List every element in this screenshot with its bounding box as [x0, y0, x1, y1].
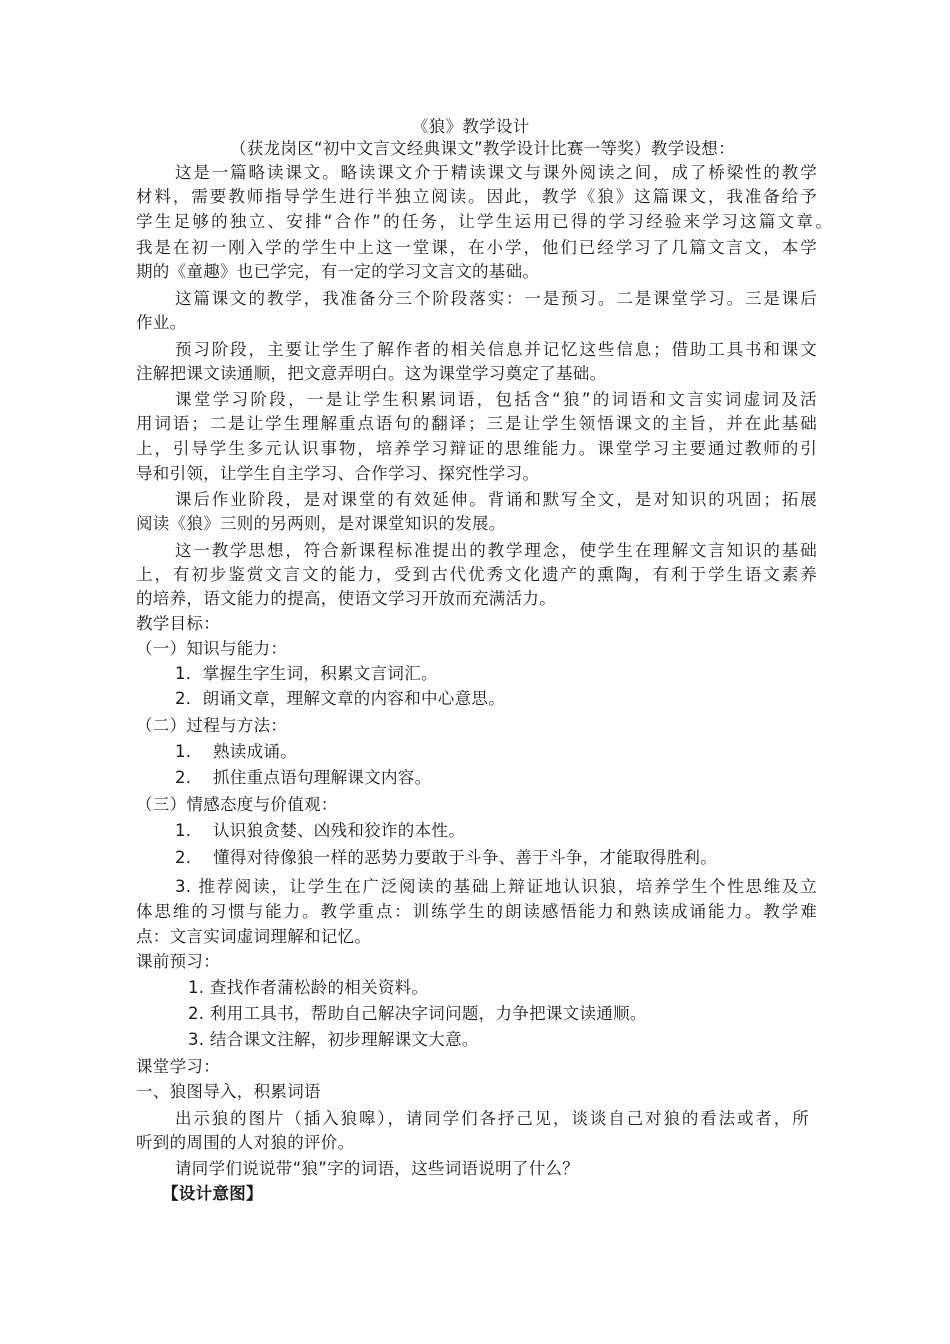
paragraph-line: 的培养，语文能力的提高，使语文学习开放而充满活力。	[136, 589, 556, 608]
list-item: 2. 利用工具书，帮助自己解决字词问题，力争把课文读通顺。	[188, 1004, 647, 1023]
paragraph-line: 学生足够的独立、安排“合作”的任务，让学生运用已得的学习经验来学习这篇文章。	[136, 212, 832, 231]
list-text: 懂得对待像狼一样的恶势力要敢于斗争、善于斗争，才能取得胜利。	[213, 848, 717, 867]
list-text: 认识狼贪婪、凶残和狡诈的本性。	[213, 821, 465, 840]
paragraph-line: 这一教学思想，符合新课程标准提出的教学理念，使学生在理解文言知识的基础	[175, 541, 817, 560]
design-intent-heading: 【设计意图】	[162, 1184, 263, 1203]
list-item	[175, 819, 465, 843]
paragraph-line: 体思维的习惯与能力。教学重点：训练学生的朗读感悟能力和熟读成诵能力。教学难	[136, 902, 817, 921]
subsection-heading: （三）情感态度与价值观：	[136, 795, 338, 814]
list-item: 2．朗诵文章，理解文章的内容和中心意思。	[175, 689, 505, 708]
paragraph-line: 点：文言实词虚词理解和记忆。	[136, 927, 372, 946]
paragraph-line: 导和引领，让学生自主学习、合作学习、探究性学习。	[136, 464, 540, 483]
paragraph-line: 3. 推荐阅读，让学生在广泛阅读的基础上辩证地认识狼，培养学生个性思维及立	[175, 877, 817, 896]
list-item: 1. 查找作者蒲松龄的相关资料。	[188, 978, 429, 997]
document-subtitle: （获龙岗区“初中文言文经典课文”教学设计比赛一等奖）教学设想：	[230, 139, 735, 158]
paragraph-line: 我是在初一刚入学的学生中上这一堂课，在小学，他们已经学习了几篇文言文，本学	[136, 238, 817, 257]
section-heading: 课前预习：	[136, 952, 220, 971]
paragraph-line: 注解把课文读通顺，把文意弄明白。这为课堂学习奠定了基础。	[136, 364, 607, 383]
paragraph-line: 这篇课文的教学，我准备分三个阶段落实：一是预习。二是课堂学习。三是课后	[175, 289, 817, 308]
paragraph-line: 上，引导学生多元认识事物，培养学习辩证的思维能力。课堂学习主要通过教师的引	[136, 439, 817, 458]
section-heading: 一、狼图导入，积累词语	[136, 1082, 321, 1101]
paragraph-line: 听到的周围的人对狼的评价。	[136, 1133, 355, 1152]
paragraph-line: 课后作业阶段，是对课堂的有效延伸。背诵和默写全文，是对知识的巩固；拓展	[175, 490, 817, 509]
paragraph-line: 这是一篇略读课文。略读课文介于精读课文与课外阅读之间，成了桥梁性的教学	[175, 163, 817, 182]
list-number: 2.	[175, 768, 192, 787]
list-item	[175, 766, 431, 790]
paragraph-line: 预习阶段，主要让学生了解作者的相关信息并记忆这些信息；借助工具书和课文	[175, 340, 817, 359]
subsection-heading: （一）知识与能力：	[136, 639, 288, 658]
list-item	[175, 740, 297, 764]
paragraph-line: 用词语；二是让学生理解重点语句的翻译；三是让学生领悟课文的主旨，并在此基础	[136, 414, 817, 433]
paragraph-line: 材料，需要教师指导学生进行半独立阅读。因此，教学《狼》这篇课文，我准备给予	[136, 187, 817, 206]
paragraph-line: 出示狼的图片（插入狼嗥），请同学们各抒己见，谈谈自己对狼的看法或者，所	[175, 1109, 809, 1128]
paragraph-line: 期的《童趣》也已学完，有一定的学习文言文的基础。	[136, 262, 540, 281]
list-number: 1.	[175, 742, 192, 761]
list-item: 3. 结合课文注解，初步理解课文大意。	[188, 1030, 479, 1049]
section-heading: 教学目标：	[136, 614, 220, 633]
list-number: 2.	[175, 848, 192, 867]
paragraph-line: 课堂学习阶段，一是让学生积累词语，包括含“狼”的词语和文言实词虚词及活	[175, 390, 817, 409]
paragraph-line: 请同学们说说带“狼”字的词语，这些词语说明了什么？	[175, 1159, 580, 1178]
paragraph-line: 作业。	[136, 313, 187, 332]
subsection-heading: （二）过程与方法：	[136, 716, 288, 735]
section-heading: 课堂学习：	[136, 1057, 220, 1076]
list-text: 熟读成诵。	[213, 742, 297, 761]
list-item	[175, 846, 717, 870]
paragraph-line: 阅读《狼》三则的另两则，是对课堂知识的发展。	[136, 514, 506, 533]
document-title: 《狼》教学设计	[412, 117, 530, 136]
paragraph-line: 上，有初步鉴赏文言文的能力，受到古代优秀文化遗产的熏陶，有利于学生语文素养	[136, 565, 817, 584]
list-item: 1．掌握生字生词，积累文言词汇。	[175, 664, 438, 683]
list-number: 1.	[175, 821, 192, 840]
list-text: 抓住重点语句理解课文内容。	[213, 768, 432, 787]
